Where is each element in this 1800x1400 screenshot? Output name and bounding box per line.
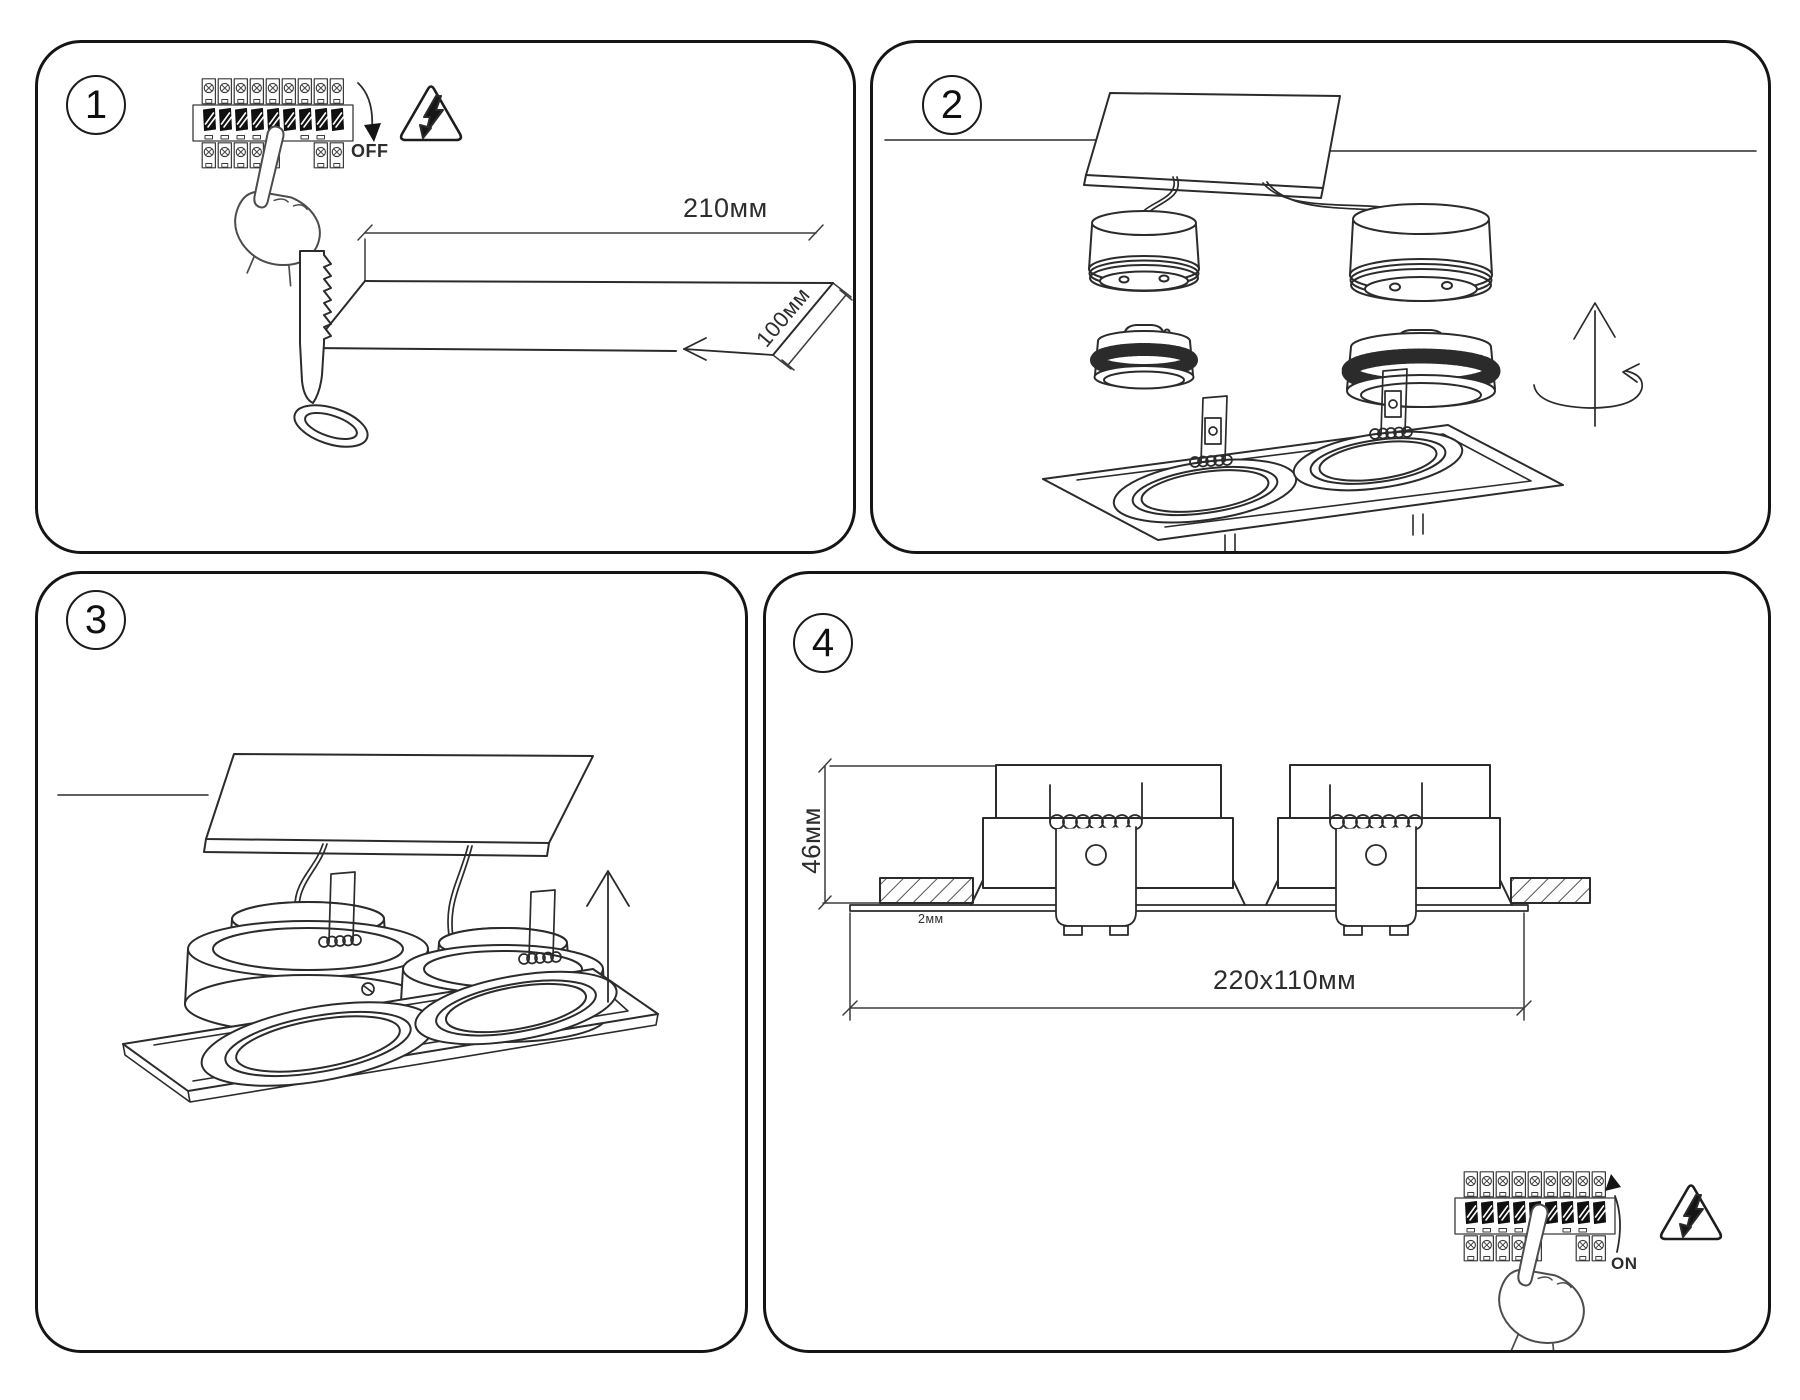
spring-clip-left-drawing bbox=[1190, 396, 1232, 467]
step-2-number-badge: 2 bbox=[922, 75, 982, 135]
step-4-number-badge: 4 bbox=[793, 613, 853, 673]
step-3-panel bbox=[35, 571, 748, 1353]
high-voltage-warning-icon bbox=[1661, 1186, 1721, 1240]
off-arrow-icon bbox=[358, 83, 381, 142]
step-4-illustration bbox=[766, 574, 1768, 1350]
cutout-length-dimension: 210мм bbox=[683, 193, 768, 223]
gx53-lamp-right-drawing bbox=[1347, 330, 1495, 407]
ceiling-panel-drawing bbox=[885, 93, 1756, 198]
double-frame-drawing bbox=[1043, 422, 1563, 551]
recess-depth-dimension: 46мм bbox=[795, 807, 826, 874]
cutout-width-dimension: 100мм bbox=[751, 282, 815, 352]
step-1-illustration bbox=[38, 43, 853, 551]
breaker-off-label: OFF bbox=[351, 141, 389, 161]
cutout-size-dimension: 220x110мм bbox=[1213, 965, 1357, 995]
ceiling-panel-drawing bbox=[58, 754, 593, 856]
ceiling-cutout-drawing bbox=[311, 281, 833, 355]
step-4-panel bbox=[763, 571, 1771, 1353]
keyhole-saw-illustration bbox=[289, 251, 372, 455]
step-3-number-badge: 3 bbox=[66, 590, 126, 650]
step-2-illustration bbox=[873, 43, 1768, 551]
step-1-panel bbox=[35, 40, 856, 554]
gx53-lamp-left-drawing bbox=[1095, 325, 1194, 389]
lamp-holder-left-drawing bbox=[1089, 211, 1199, 291]
high-voltage-warning-icon bbox=[401, 87, 461, 141]
step-3-illustration bbox=[38, 574, 745, 1350]
step-1-number-badge: 1 bbox=[66, 75, 126, 135]
lamp-holder-right-drawing bbox=[1350, 204, 1492, 301]
breaker-on-label: ON bbox=[1611, 1254, 1638, 1273]
step-2-panel bbox=[870, 40, 1771, 554]
cutout-size-dimension-lines bbox=[843, 913, 1531, 1020]
rotation-arrow-icon bbox=[1534, 303, 1642, 426]
flange-thickness-dimension: 2мм bbox=[918, 912, 944, 926]
